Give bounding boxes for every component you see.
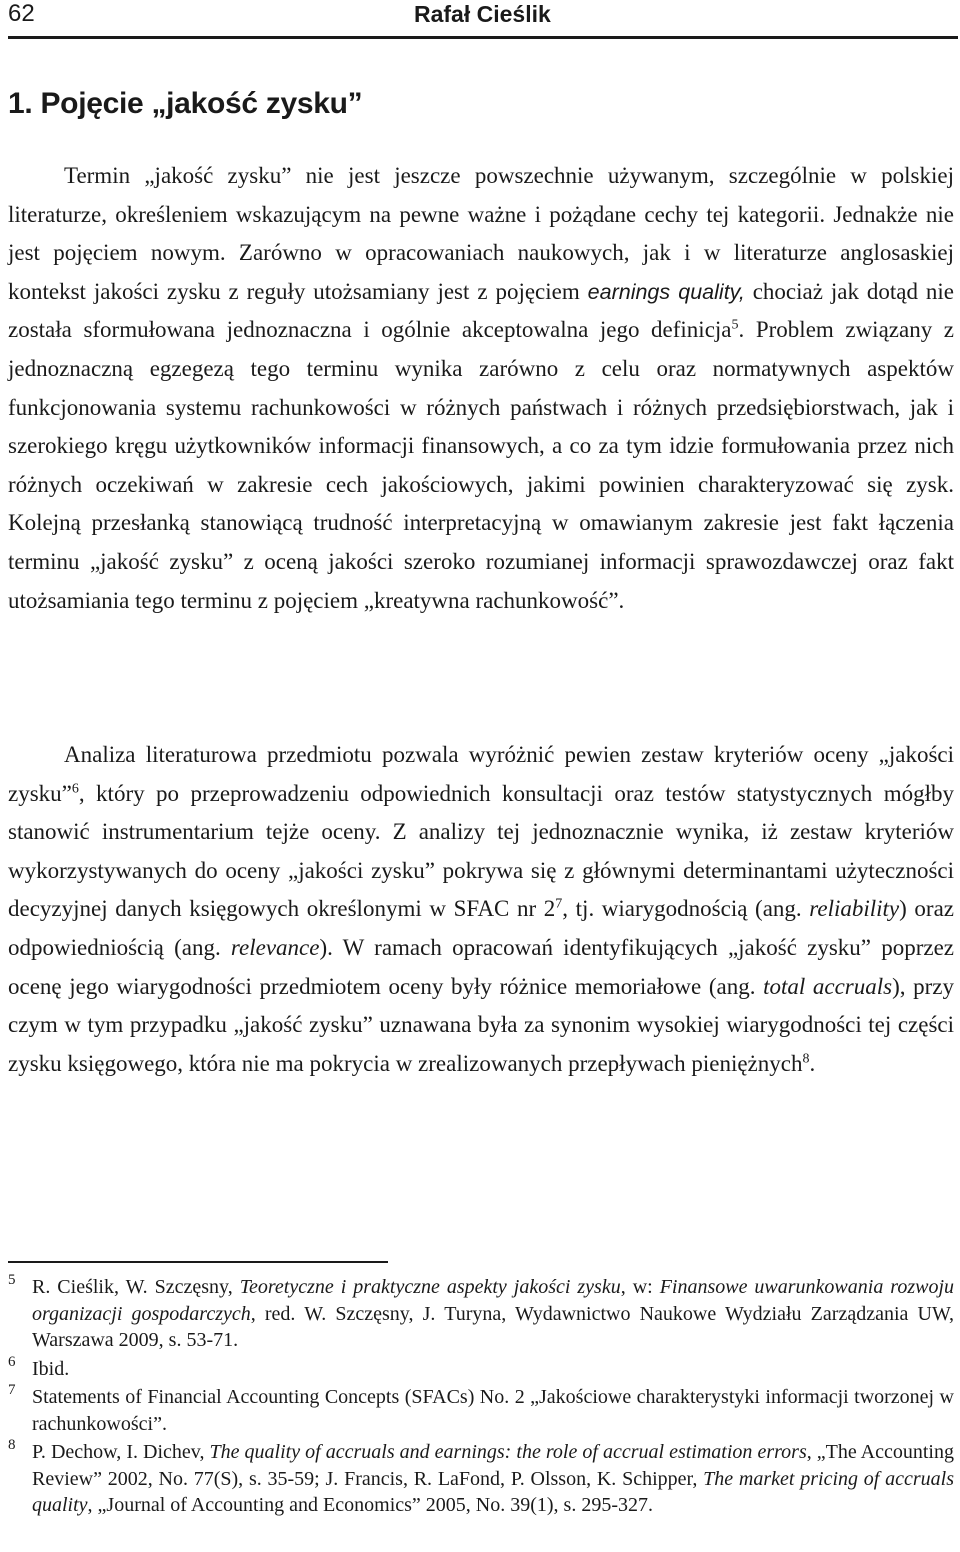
footnote-ref-5[interactable]: 5 <box>731 317 739 333</box>
footnote-ref-6[interactable]: 6 <box>71 780 79 796</box>
running-header-author: Rafał Cieślik <box>414 1 551 27</box>
term-reliability: reliability <box>809 896 900 922</box>
footnotes <box>8 1274 954 1519</box>
footnote-text: , w: <box>620 1276 660 1298</box>
footnote-book-title: Finansowe uwarunkowania rozwoju organizacji gospodarczych <box>32 1276 955 1325</box>
footnote-text: R. Cieślik, W. Szczęsny, <box>32 1276 240 1298</box>
footnote-6 <box>8 1353 954 1383</box>
footnote-number: 6 <box>8 1353 16 1370</box>
paragraph-2 <box>8 736 954 1083</box>
footnote-number: 5 <box>8 1272 16 1288</box>
footnote-number: 7 <box>8 1382 16 1398</box>
paragraph-2-text-c: , tj. wiarygodnością (ang. <box>562 896 810 922</box>
paragraph-2-text-e: ). W ramach opracowań identyfikujących „jakość zysku” poprzez ocenę jego wiarygodności przedmiotem oceny były różnice memoriałowe (ang. <box>8 934 955 999</box>
paragraph-1-text-a: Termin „jakość zysku” nie jest jeszcze powszechnie używanym, szczególnie w polskiej literaturze, określeniem wskazującym na pewne ważne i pożądane cechy tej kategorii. Jednakże nie jest pojęciem nowym. Zarówno w opracowaniach naukowych, jak i w literaturze anglosaskiej kontekst jakości zysku z reguły utożsamiany jest z pojęciem <box>8 163 954 304</box>
footnote-5 <box>8 1274 954 1354</box>
footnote-text: P. Dechow, I. Dichev, <box>32 1441 210 1463</box>
footnote-8 <box>8 1439 954 1519</box>
paragraph-2-text-g: . <box>809 1050 816 1076</box>
term-total-accruals: total accruals <box>763 973 893 999</box>
page-number: 62 <box>8 0 35 27</box>
header-rule <box>8 36 958 39</box>
paragraph-1 <box>8 157 954 620</box>
footnote-separator <box>8 1261 388 1263</box>
footnote-title: The market pricing of accruals quality <box>32 1467 954 1516</box>
footnote-text: , „Journal of Accounting and Economics” 2005, No. 39(1), s. 295-327. <box>87 1494 653 1516</box>
paragraph-2-text-b: , który po przeprowadzeniu odpowiednich konsultacji oraz testów statystycznych mógłby stanowić instrumentarium tejże oceny. Z analizy tej jednoznacznie wynika, iż zestaw kryteriów wykorzystywanych do oceny „jakości zysku” pokrywa się z głównymi determinantami użyteczności decyzyjnej danych księgowych określonymi w SFAC nr 2 <box>8 780 954 922</box>
paragraph-2-text-d: ) oraz odpowiedniością (ang. <box>8 896 954 960</box>
footnote-text: Statements of Financial Accounting Concepts (SFACs) No. 2 „Jakościowe charakterystyki informacji tworzonej w rachunkowości”. <box>32 1386 954 1435</box>
footnote-text: , „The Accounting Review” 2002, No. 77(S), s. 35-59; J. Francis, R. LaFond, P. Olsson, K. Schipper, <box>32 1441 954 1490</box>
footnote-ref-8[interactable]: 8 <box>802 1051 810 1067</box>
running-header <box>8 0 958 40</box>
footnote-title: Teoretyczne i praktyczne aspekty jakości zysku <box>239 1276 621 1298</box>
footnote-text: , red. W. Szczęsny, J. Turyna, Wydawnictwo Naukowe Wydziału Zarządzania UW, Warszawa 2009, s. 53-71. <box>32 1302 955 1351</box>
footnote-text: Ibid. <box>32 1357 70 1380</box>
footnote-7 <box>8 1384 954 1437</box>
paragraph-2-text-a: Analiza literaturowa przedmiotu pozwala wyróżnić pewien zestaw kryteriów oceny „jakości zysku” <box>8 742 954 806</box>
paragraph-2-text-f: ), przy czym w tym przypadku „jakość zysku” uznawana była za synonim wysokiej wiarygodności tej części zysku księgowego, która nie ma pokrycia w zrealizowanych przepływach pieniężnych <box>8 973 954 1076</box>
footnote-title: The quality of accruals and earnings: the role of accrual estimation errors <box>209 1441 807 1463</box>
term-earnings-quality: earnings quality, <box>587 279 745 304</box>
section-heading: 1. Pojęcie „jakość zysku” <box>8 87 363 120</box>
footnote-number: 8 <box>8 1437 16 1453</box>
paragraph-1-text-b: chociaż jak dotąd nie została sformułowana jednoznaczna i ogólnie akceptowalna jego definicja <box>8 278 954 343</box>
footnote-ref-7[interactable]: 7 <box>555 896 563 912</box>
term-relevance: relevance <box>230 934 320 960</box>
paragraph-1-text-c: . Problem związany z jednoznaczną egzegezą tego terminu wynika zarówno z celu oraz normatywnych aspektów funkcjonowania systemu rachunkowości w różnych państwach i różnych przedsiębiorstwach, jak i szerokiego kręgu użytkowników informacji finansowych, a co za tym idzie formułowania przez nich różnych oczekiwań w zakresie cech jakościowych, jakimi powinien charakteryzować się zysk. Kolejną przesłanką stanowiącą trudność interpretacyjną w omawianym zakresie jest fakt łączenia terminu „jakość zysku” z oceną jakości szeroko rozumianej informacji sprawozdawczej oraz fakt utożsamiania tego terminu z pojęciem „kreatywna rachunkowość”. <box>8 317 954 613</box>
